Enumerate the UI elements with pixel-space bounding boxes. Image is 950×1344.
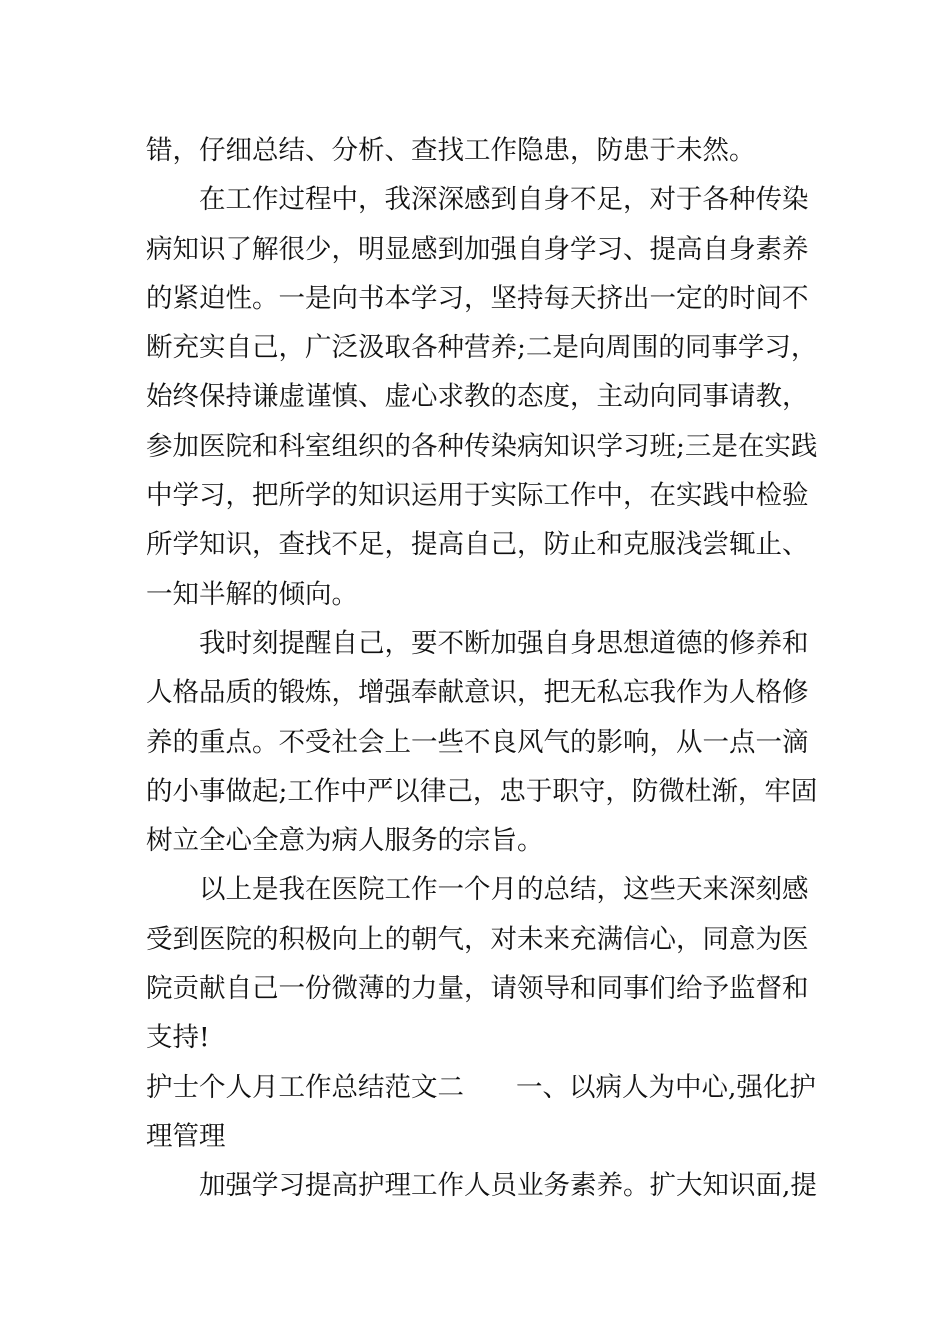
text-line: 的紧迫性。一是向书本学习，坚持每天挤出一定的时间不 <box>146 282 809 314</box>
heading-title: 护士个人月工作总结范文二 <box>146 1071 464 1103</box>
text-line: 以上是我在医院工作一个月的总结，这些天来深刻感 <box>199 874 809 906</box>
paragraph-1 <box>146 126 808 175</box>
text-line: 在工作过程中，我深深感到自身不足，对于各种传染 <box>199 184 809 216</box>
text-line: 所学知识，查找不足，提高自己，防止和克服浅尝辄止、 <box>146 529 809 561</box>
text-line: 人格品质的锻炼，增强奉献意识，把无私忘我作为人格修 <box>146 677 809 709</box>
text-line: 受到医院的积极向上的朝气，对未来充满信心，同意为医 <box>146 923 809 955</box>
text-line: 一知半解的倾向。 <box>146 578 358 610</box>
heading-line <box>146 1063 816 1112</box>
text-line: 参加医院和科室组织的各种传染病知识学习班;三是在实践 <box>146 430 818 462</box>
text-line: 断充实自己，广泛汲取各种营养;二是向周围的同事学习， <box>146 332 818 364</box>
text-line: 病知识了解很少，明显感到加强自身学习、提高自身素养 <box>146 233 809 265</box>
paragraph-2 <box>146 175 818 619</box>
text-line: 加强学习提高护理工作人员业务素养。扩大知识面,提 <box>199 1170 817 1202</box>
text-line: 养的重点。不受社会上一些不良风气的影响，从一点一滴 <box>146 726 809 758</box>
text-line: 支持! <box>146 1022 210 1054</box>
text-line: 我时刻提醒自己，要不断加强自身思想道德的修养和 <box>199 627 809 659</box>
text-line: 院贡献自己一份微薄的力量，请领导和同事们给予监督和 <box>146 973 809 1005</box>
paragraph-5 <box>146 1161 817 1210</box>
section-heading <box>146 1063 816 1162</box>
text-line: 理管理 <box>146 1120 226 1152</box>
document-body <box>146 126 818 1211</box>
text-line: 错，仔细总结、分析、查找工作隐患，防患于未然。 <box>146 135 756 166</box>
heading-subtitle: 一、以病人为中心,强化护 <box>516 1071 816 1103</box>
paragraph-3 <box>146 619 818 865</box>
text-line: 的小事做起;工作中严以律己，忠于职守，防微杜渐，牢固 <box>146 775 818 807</box>
text-line: 始终保持谦虚谨慎、虚心求教的态度，主动向同事请教， <box>146 381 809 413</box>
text-line: 中学习，把所学的知识运用于实际工作中，在实践中检验 <box>146 480 809 512</box>
text-line: 树立全心全意为病人服务的宗旨。 <box>146 825 544 857</box>
paragraph-4 <box>146 865 808 1062</box>
